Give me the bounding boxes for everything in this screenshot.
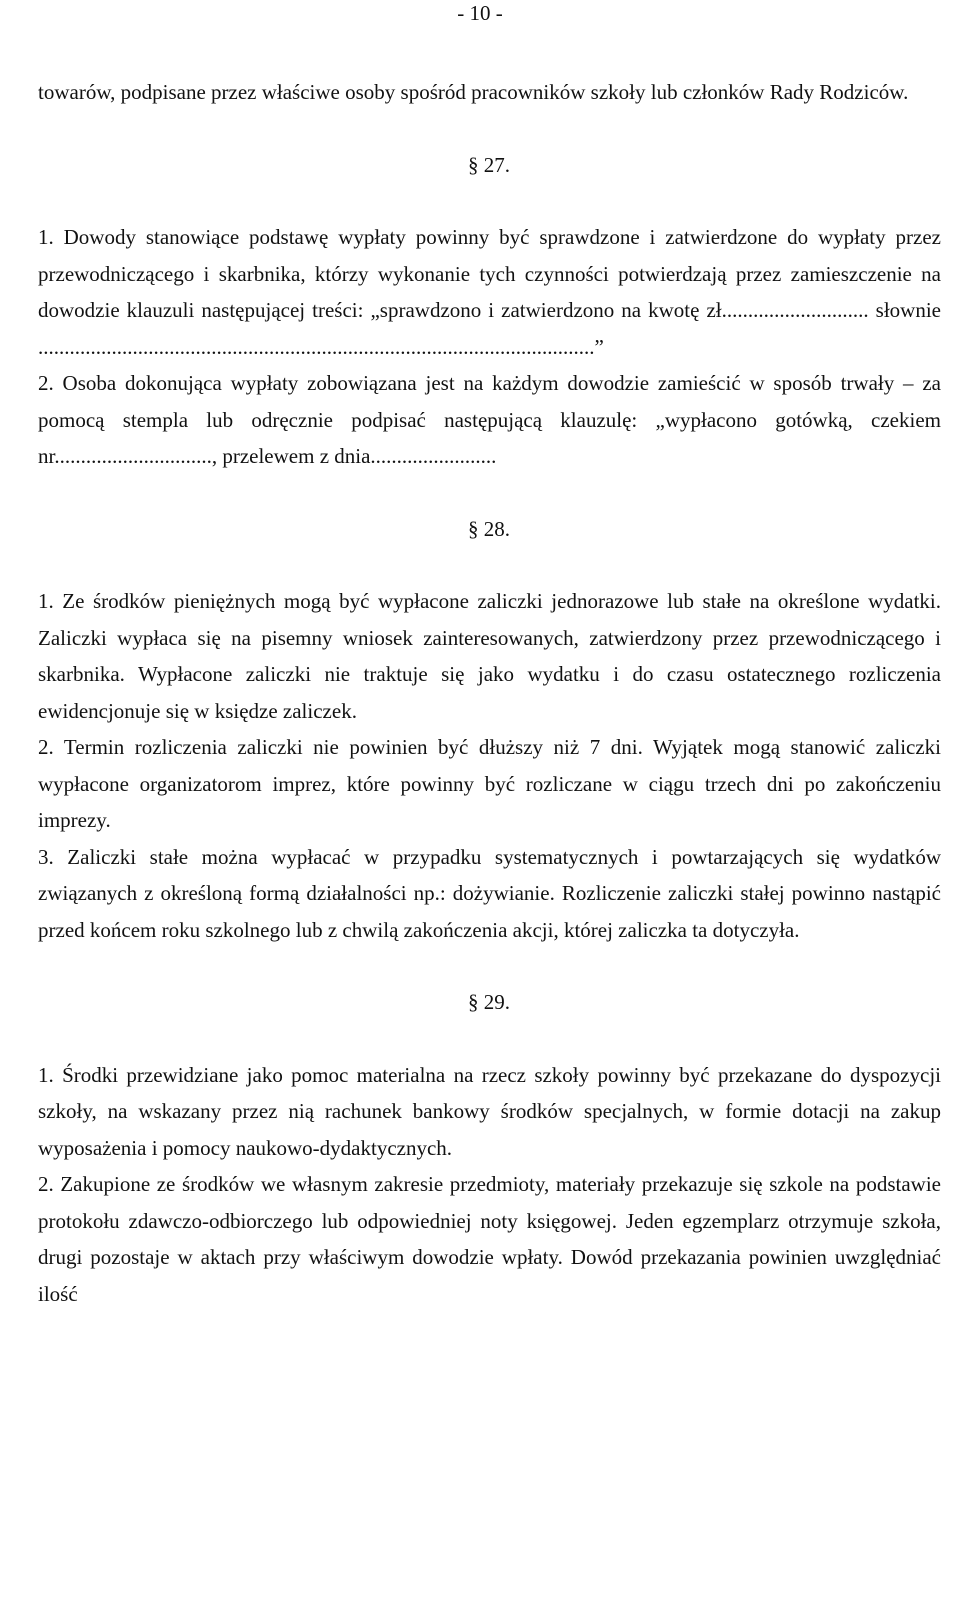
section-28-item-1: 1. Ze środków pieniężnych mogą być wypłacone zaliczki jednorazowe lub stałe na określone wydatki. Zaliczki wypłaca się na pisemny wniosek zainteresowanych, zatwierdzony przez przewodniczącego i skarbnika. Wypłacone zaliczki nie traktuje się jako wydatku i do czasu ostatecznego rozliczenia ewidencjonuje się w księdze zaliczek. [38,589,941,723]
document-body [38,74,941,1312]
section-28-item-2: 2. Termin rozliczenia zaliczki nie powinien być dłuższy niż 7 dni. Wyjątek mogą stanowić zaliczki wypłacone organizatorom imprez, które powinny być rozliczane w ciągu trzech dni po zakończeniu imprezy. [38,735,941,832]
section-27-item-1: 1. Dowody stanowiące podstawę wypłaty powinny być sprawdzone i zatwierdzone do wypłaty przez przewodniczącego i skarbnika, którzy wykonanie tych czynności potwierdzają przez zamieszczenie na dowodzie klauzuli następującej treści: „sprawdzono i zatwierdzono na kwotę zł............................ słownie ..........................................................................................................” [38,225,941,359]
section-29-item-2: 2. Zakupione ze środków we własnym zakresie przedmioty, materiały przekazuje się szkole na podstawie protokołu zdawczo-odbiorczego lub odpowiedniej noty księgowej. Jeden egzemplarz otrzymuje szkoła, drugi pozostaje w aktach przy właściwym dowodzie wpłaty. Dowód przekazania powinien uwzględniać ilość [38,1172,941,1306]
section-heading-29: § 29. [468,990,510,1014]
section-29-item-1: 1. Środki przewidziane jako pomoc materialna na rzecz szkoły powinny być przekazane do dyspozycji szkoły, na wskazany przez nią rachunek bankowy środków specjalnych, w formie dotacji na zakup wyposażenia i pomocy naukowo-dydaktycznych. [38,1062,941,1160]
page-number: - 10 - [457,1,503,25]
section-heading-28: § 28. [468,516,510,541]
section-heading-27: § 27. [468,152,510,177]
section-27-item-2: 2. Osoba dokonująca wypłaty zobowiązana jest na każdym dowodzie zamieścić w sposób trwały – za pomocą stempla lub odręcznie podpisać następującą klauzulę: „wypłacono gotówką, czekiem nr.............................., przelewem z dnia........................ [38,371,941,468]
section-28-item-3: 3. Zaliczki stałe można wypłacać w przypadku systematycznych i powtarzających się wydatków związanych z określoną formą działalności np.: dożywianie. Rozliczenie zaliczki stałej powinno nastąpić przed końcem roku szkolnego lub z chwilą zakończenia akcji, której zaliczka ta dotyczyła. [38,844,941,942]
continuation-paragraph: towarów, podpisane przez właściwe osoby spośród pracowników szkoły lub członków Rady Rodziców. [38,80,909,104]
